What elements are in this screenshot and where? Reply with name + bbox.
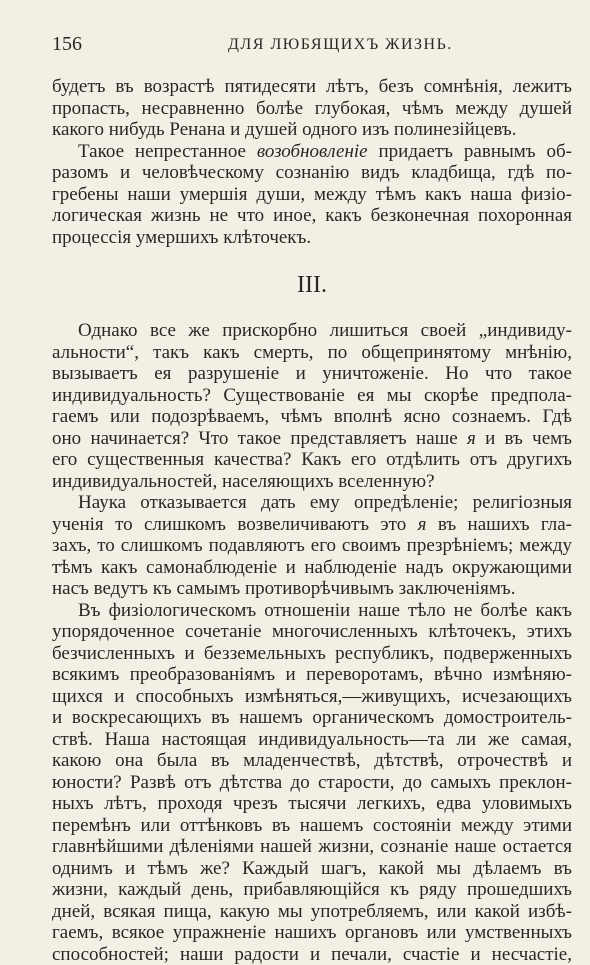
text-line: разомъ и человѣческому сознанію видъ кладбища, гдѣ по- bbox=[52, 162, 572, 184]
text-line: гребены наши умершія души, между тѣмъ какъ наша физіо- bbox=[52, 184, 572, 206]
text-line: жизни, каждый день, прибавляющійся къ ряду прошедшихъ bbox=[52, 879, 572, 901]
text-line: ныхъ лѣтъ, проходя чрезъ тысячи легкихъ, едва уловимыхъ bbox=[52, 793, 572, 815]
text-line: логическая жизнь не что иное, какъ безконечная похоронная bbox=[52, 205, 572, 227]
text-line: перемѣнъ или оттѣнковъ въ нашемъ состояніи между этими bbox=[52, 815, 572, 837]
page-number: 156 bbox=[52, 33, 82, 56]
paragraph bbox=[52, 600, 572, 965]
text-line: способностей; наши радости и печали, счастіе и несчастіе, bbox=[52, 944, 572, 965]
text-line: будетъ въ возрастѣ пятидесяти лѣтъ, безъ сомнѣнія, лежитъ bbox=[52, 76, 572, 98]
paragraph bbox=[52, 492, 572, 600]
page-header bbox=[52, 33, 538, 57]
text-line: Однако все же прискорбно лишиться своей „индивиду- bbox=[52, 320, 572, 342]
emphasis: возобновленіе bbox=[257, 141, 368, 162]
text-line: Наука отказывается дать ему опредѣленіе; религіозныя bbox=[52, 492, 572, 514]
text-line: ствѣ. Наша настоящая индивидуальность—та ли же самая, bbox=[52, 729, 572, 751]
text-line: безчисленныхъ и безземельныхъ республикъ, подверженныхъ bbox=[52, 643, 572, 665]
text-line: какою она была въ младенчествѣ, дѣтствѣ, отрочествѣ и bbox=[52, 750, 572, 772]
text-line: альности“, такъ какъ смерть, по общепринятому мнѣнію, bbox=[52, 342, 572, 364]
text-line: главнѣйшими дѣленіями нашей жизни, сознаніе наше остается bbox=[52, 836, 572, 858]
running-head: ДЛЯ ЛЮБЯЩИХЪ ЖИЗНЬ. bbox=[228, 36, 453, 54]
text-line: вызываетъ ея разрушеніе и уничтоженіе. Но что такое bbox=[52, 363, 572, 385]
text-line: всякимъ преобразованіямъ и переворотамъ, вѣчно измѣняю- bbox=[52, 664, 572, 686]
text-line: его существенныя качества? Какъ его отдѣлить отъ другихъ bbox=[52, 449, 572, 471]
text-line: однимъ и тѣмъ же? Каждый шагъ, какой мы дѣлаемъ въ bbox=[52, 858, 572, 880]
text-line: Такое непрестанное возобновленіе придаетъ равнымъ об- bbox=[52, 141, 572, 163]
text-line: пропасть, несравненно болѣе глубокая, чѣмъ между душей bbox=[52, 98, 572, 120]
text-line: оно начинается? Что такое представляетъ наше я и въ чемъ bbox=[52, 428, 572, 450]
text-line: какого нибудь Ренана и душей одного изъ полинезійцевъ. bbox=[52, 119, 572, 141]
section-heading: III. bbox=[52, 270, 572, 300]
text-line: процессія умершихъ клѣточекъ. bbox=[52, 227, 572, 249]
emphasis: я bbox=[418, 514, 427, 535]
text-line: упорядоченное сочетаніе многочисленныхъ клѣточекъ, этихъ bbox=[52, 621, 572, 643]
emphasis: я bbox=[467, 428, 476, 449]
page-body bbox=[52, 76, 572, 965]
text-line: Въ физіологическомъ отношеніи наше тѣло не болѣе какъ bbox=[52, 600, 572, 622]
text-line: ученія то слишкомъ возвеличиваютъ это я въ нашихъ гла- bbox=[52, 514, 572, 536]
text-line: захъ, то слишкомъ подавляютъ его своимъ презрѣніемъ; между bbox=[52, 535, 572, 557]
paragraph bbox=[52, 320, 572, 492]
text-line: дней, всякая пища, какую мы употребляемъ, или какой избѣ- bbox=[52, 901, 572, 923]
text-line: юности? Развѣ отъ дѣтства до старости, до самыхъ преклон- bbox=[52, 772, 572, 794]
text-line: гаемъ или подозрѣваемъ, чѣмъ вполнѣ ясно сознаемъ. Гдѣ bbox=[52, 406, 572, 428]
text-line: щихся и способныхъ измѣняться,—живущихъ, исчезающихъ bbox=[52, 686, 572, 708]
text-line: тѣмъ какъ самонаблюденіе и наблюденіе надъ окружающими bbox=[52, 557, 572, 579]
text-line: гаемъ, всякое упражненіе нашихъ органовъ или умственныхъ bbox=[52, 922, 572, 944]
text-line: индивидуальностей, населяющихъ вселенную? bbox=[52, 471, 572, 493]
text-line: и воскресающихъ въ нашемъ органическомъ домостроитель- bbox=[52, 707, 572, 729]
paragraph bbox=[52, 141, 572, 249]
text-line: индивидуальность? Существованіе ея мы скорѣе предпола- bbox=[52, 385, 572, 407]
paragraph-continued bbox=[52, 76, 572, 141]
text-line: насъ ведутъ къ самымъ противорѣчивымъ заключеніямъ. bbox=[52, 578, 572, 600]
